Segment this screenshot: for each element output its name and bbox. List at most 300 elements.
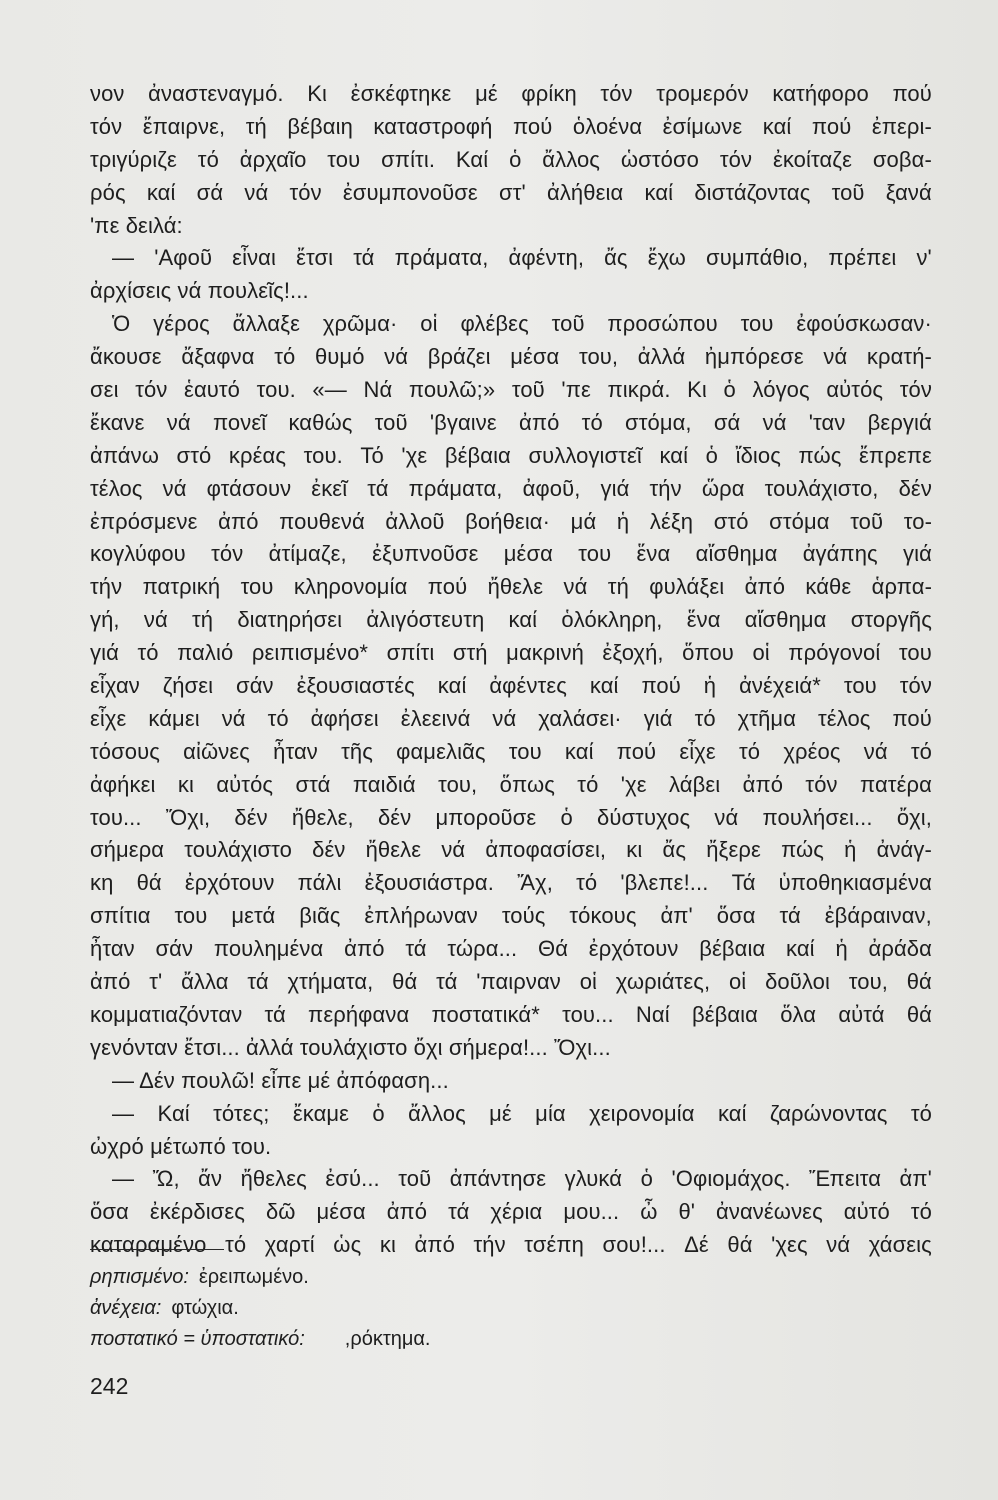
text-line: [90, 637, 932, 670]
word: ἄς: [662, 837, 687, 863]
word: τόν: [899, 673, 932, 699]
word: συμπάθιο,: [706, 245, 809, 271]
word: εἶχε: [90, 705, 127, 731]
word: ἐφούσκωσαν·: [796, 311, 932, 337]
word: χωριάτες,: [615, 969, 711, 995]
word: ὅπου: [682, 640, 734, 666]
word: δέν: [898, 475, 932, 501]
word: ὄχι,: [896, 804, 932, 830]
footnote: [90, 1324, 790, 1355]
word: νά: [162, 475, 187, 501]
word: νά: [166, 409, 191, 435]
word: πουλήσει...: [762, 804, 873, 830]
word: ἐσκέφτηκε: [350, 81, 452, 106]
word: εἶναι: [232, 245, 276, 271]
word: δέν: [234, 804, 268, 830]
word: αὐτό: [843, 1199, 890, 1225]
word: Ἔπειτα: [809, 1166, 882, 1192]
word: τέλος: [817, 705, 871, 731]
word: μέ: [475, 81, 498, 106]
word: καί: [659, 442, 689, 468]
word: ἤξερε: [706, 837, 761, 863]
word: ἐξουσιαστές: [296, 673, 415, 699]
word: του: [578, 541, 612, 567]
word: σπίτι.: [381, 146, 436, 172]
word: ἀπό: [519, 409, 560, 435]
word: Κι: [687, 377, 707, 403]
word: πράματα,: [408, 475, 503, 501]
word: σά: [713, 409, 741, 435]
word: σάν: [236, 673, 274, 699]
word: του...: [90, 804, 142, 830]
word: περήφανα: [308, 1001, 410, 1027]
word: πώς: [798, 442, 842, 468]
word: καί: [786, 936, 815, 962]
text-line: [90, 571, 932, 604]
word: σάν: [155, 936, 194, 962]
footnote: [90, 1262, 790, 1293]
text-line: [90, 210, 932, 243]
word: λάβει: [669, 771, 721, 797]
word: θά: [136, 870, 162, 896]
word: ἐκεῖ: [311, 475, 348, 501]
word: οἱ: [579, 969, 598, 995]
word: δύστυχος: [597, 804, 691, 830]
text-line-content: 'πε δειλά:: [90, 212, 183, 238]
word: γιά: [903, 541, 932, 567]
word: κι: [626, 837, 643, 863]
word: Κι: [307, 81, 328, 106]
word: μποροῦσε: [435, 804, 537, 830]
text-line: [90, 538, 932, 571]
word: στή: [452, 640, 488, 666]
word: ἕνα: [636, 541, 671, 567]
text-line-content: — Δέν πουλῶ! εἶπε μέ ἀπόφαση...: [112, 1067, 449, 1093]
word: ἐσίμωνε: [662, 113, 743, 139]
word: ἀλλοῦ: [385, 508, 445, 534]
word: φαμελιᾶς: [396, 738, 486, 764]
word: νον: [90, 81, 125, 106]
word: βέβαια: [691, 1001, 758, 1027]
word: τό: [274, 344, 296, 370]
word: Ἄχ,: [517, 870, 553, 896]
text-line: [90, 933, 932, 966]
word: καί: [508, 607, 538, 633]
word: βέβαια: [444, 442, 511, 468]
text-line: [90, 242, 932, 275]
word: 'βγαινε: [429, 409, 497, 435]
text-line: [90, 802, 932, 835]
word: στοργῆς: [850, 607, 932, 633]
word: ἀπό: [414, 1232, 455, 1258]
word: νά: [244, 179, 269, 205]
word: ζήσει: [162, 673, 214, 699]
word: τά: [367, 475, 389, 501]
text-line-content: ὠχρό μέτωπό του.: [90, 1133, 272, 1159]
word: ἐβάραιναν,: [824, 903, 932, 929]
word: ἡ: [835, 936, 848, 962]
word: κι: [379, 1232, 396, 1258]
word: ἔχω: [647, 245, 686, 271]
word: ὑποθηκιασμένα: [778, 870, 932, 896]
word: ἀπό: [90, 969, 131, 995]
word: πού: [892, 81, 932, 106]
word: τό: [137, 640, 159, 666]
word: ἔπαιρνε,: [142, 113, 226, 139]
text-line: [90, 736, 932, 769]
word: βέβαια: [699, 936, 766, 962]
word: κι: [177, 771, 194, 797]
word: ἐξυπνοῦσε: [372, 541, 479, 567]
word: ἔτσι: [296, 245, 334, 271]
word: πρέπει: [828, 245, 897, 271]
word: νά: [863, 738, 888, 764]
word: στά: [295, 771, 331, 797]
word: ἄκουσε: [90, 344, 162, 370]
word: τή: [191, 607, 214, 633]
word: Νά: [363, 377, 393, 403]
word: ἀνανέωνες: [716, 1199, 823, 1225]
word: ἐσυμπονοῦσε: [342, 179, 478, 205]
word: αἰῶνες: [183, 738, 250, 764]
word: μέ: [489, 1100, 512, 1126]
word: τότες;: [213, 1100, 270, 1126]
word: προσώπου: [607, 311, 718, 337]
text-line: [90, 407, 932, 440]
word: καταραμένο: [90, 1232, 207, 1258]
word: του: [740, 311, 774, 337]
word: ξανά: [885, 179, 932, 205]
word: ἐρχότουν: [184, 870, 275, 896]
word: 'χε: [620, 771, 647, 797]
word: θά: [906, 1001, 932, 1027]
word: ὁ: [723, 377, 736, 403]
word: ἡ: [703, 673, 717, 699]
word: Ὤ,: [152, 1166, 180, 1192]
word: τόν: [135, 377, 168, 403]
word: ἀφέντες: [489, 673, 567, 699]
word: ἄλλος: [408, 1100, 466, 1126]
word: διστάζοντας: [694, 179, 811, 205]
word: τήν: [649, 475, 682, 501]
word: στόμα: [769, 508, 830, 534]
word: νά: [762, 409, 787, 435]
text-line: [90, 144, 932, 177]
word: βοήθεια·: [465, 508, 551, 534]
word: τόν: [211, 541, 244, 567]
text-line: [90, 374, 932, 407]
word: ἔκανε: [90, 409, 145, 435]
word: δῶ: [265, 1199, 296, 1225]
word: ἀναστεναγμό.: [148, 81, 284, 106]
word: σά: [196, 179, 224, 205]
word: βιᾶς: [299, 903, 341, 929]
word: ἀλλά: [637, 344, 686, 370]
footnote: [90, 1293, 790, 1324]
word: θυμό: [314, 344, 365, 370]
word: Ναί: [635, 1001, 670, 1027]
text-line: [90, 473, 932, 506]
word: νά: [563, 574, 588, 600]
word: χαλάσει·: [538, 705, 622, 731]
word: ρός: [90, 179, 126, 205]
word: δέν: [312, 837, 346, 863]
word: τό: [267, 705, 289, 731]
word: κομματιαζόνταν: [90, 1001, 243, 1027]
word: τή: [607, 574, 629, 600]
word: σει: [90, 377, 119, 403]
word: τοῦ: [511, 377, 545, 403]
text-line: [90, 506, 932, 539]
text-line: [90, 703, 932, 736]
word: τά: [353, 245, 375, 271]
word: ἤθελε,: [291, 804, 354, 830]
word: παλιό: [177, 640, 234, 666]
word: ἀνάγ-: [876, 837, 932, 863]
word: ὦ: [640, 1199, 658, 1225]
word: νά: [143, 607, 168, 633]
word: τή: [245, 113, 267, 139]
word: καί: [717, 1100, 747, 1126]
word: πού: [512, 113, 553, 139]
word: τά: [264, 1001, 286, 1027]
word: τοῦ: [850, 508, 884, 534]
word: φυλάξει: [649, 574, 725, 600]
word: κάμει: [148, 705, 200, 731]
word: τό: [694, 705, 716, 731]
word: χαρτί: [264, 1232, 315, 1258]
word: στό: [713, 508, 749, 534]
word: ἀποφασίσει,: [485, 837, 607, 863]
word: τρομερόν: [656, 81, 749, 106]
text-line: [90, 1196, 932, 1229]
word: αὐτός: [826, 377, 884, 403]
word: χτήματα,: [287, 969, 374, 995]
word: αἴσθημα: [695, 541, 778, 567]
word: τουλάχιστο,: [764, 475, 879, 501]
word: του...: [562, 1001, 614, 1027]
word: τά: [405, 936, 427, 962]
word: φλέβες: [460, 311, 529, 337]
word: γλυκά: [564, 1166, 623, 1192]
word: ὁ: [705, 442, 719, 468]
word: ἔκαμε: [292, 1100, 350, 1126]
word: ὁ: [372, 1100, 385, 1126]
word: ἀλήθεια: [547, 179, 624, 205]
word: ὁλόκληρη,: [561, 607, 663, 633]
word: τόν: [600, 81, 633, 106]
word: σοβα-: [872, 146, 932, 172]
word: βεργιά: [867, 409, 932, 435]
word: ἀπάντησε: [449, 1166, 547, 1192]
word: τριγύριζε: [90, 146, 177, 172]
word: ἠμπόρεσε: [704, 344, 804, 370]
word: στό: [176, 442, 212, 468]
text-line: [90, 1032, 932, 1065]
word: ὡς: [333, 1232, 362, 1258]
word: Καί: [157, 1100, 190, 1126]
word: του: [898, 640, 932, 666]
word: τόν: [899, 377, 932, 403]
word: ἐξουσιάστρα.: [364, 870, 494, 896]
text-line: [90, 999, 932, 1032]
word: πράματα,: [394, 245, 489, 271]
word: του: [327, 146, 361, 172]
word: μά: [570, 508, 597, 534]
word: θά: [392, 969, 418, 995]
word: χέρια: [490, 1199, 543, 1225]
word: τά: [436, 969, 458, 995]
footnote-definition: ,ρόκτημα.: [344, 1328, 431, 1350]
word: τό: [910, 1199, 932, 1225]
word: τήν: [473, 1232, 506, 1258]
word: λέξη: [649, 508, 694, 534]
text-line: [90, 834, 932, 867]
footnote-term: ἀνέχεια:: [90, 1297, 162, 1319]
word: κληρονομία: [293, 574, 408, 600]
word: καταστροφή: [373, 113, 493, 139]
word: χάσεις: [868, 1232, 932, 1258]
word: γιά: [600, 475, 630, 501]
word: καί: [564, 738, 594, 764]
word: πού: [427, 574, 468, 600]
word: γιά: [90, 640, 119, 666]
word: εἶχε: [679, 738, 716, 764]
word: ὅσα: [716, 903, 756, 929]
text-line: [90, 670, 932, 703]
text-line: [90, 1163, 932, 1196]
text-line: [90, 440, 932, 473]
word: μου...: [563, 1199, 620, 1225]
word: αὐτός: [216, 771, 274, 797]
word: πονεῖ: [212, 409, 267, 435]
word: οἱ: [420, 311, 438, 337]
footnote-term: ρηπισμένο:: [90, 1266, 189, 1288]
word: πού: [616, 738, 657, 764]
word: ρειπισμένο*: [251, 640, 369, 666]
word: ὥρα: [701, 475, 745, 501]
word: νά: [221, 705, 246, 731]
word: τό: [910, 1100, 932, 1126]
word: σπίτι: [386, 640, 435, 666]
word: τό: [576, 870, 598, 896]
body-text: [90, 78, 932, 1262]
word: αὐτά: [838, 1001, 885, 1027]
footnote-rule: [90, 1249, 224, 1250]
word: τά: [779, 903, 801, 929]
word: τά: [448, 1199, 470, 1225]
word: πάλι: [297, 870, 342, 896]
footnote-definition: ἐρειπωμένο.: [198, 1266, 309, 1288]
word: 'ταν: [808, 409, 846, 435]
text-line: [90, 966, 932, 999]
word: τώρα...: [447, 936, 518, 962]
word: ἀτίμαζε,: [268, 541, 347, 567]
word: τέλος: [90, 475, 143, 501]
word: πατέρα: [860, 771, 932, 797]
word: ἀγάπης: [802, 541, 878, 567]
word: 'Αφοῦ: [154, 245, 213, 271]
word: τ': [149, 969, 163, 995]
word: τσέπη: [524, 1232, 584, 1258]
word: 'χες: [771, 1232, 808, 1258]
word: κη: [90, 870, 114, 896]
word: ἔπρεπε: [859, 442, 932, 468]
word: καί: [762, 113, 792, 139]
word: 'χε: [401, 442, 428, 468]
word: ἡ: [616, 508, 630, 534]
word: ἀπό: [386, 1199, 428, 1225]
word: παιδιά: [352, 771, 416, 797]
word: ὁ: [560, 804, 573, 830]
word: ἀρχαῖο: [239, 146, 307, 172]
word: τό: [225, 1232, 247, 1258]
word: ἤθελε: [365, 837, 422, 863]
footnote-definition: φτώχια.: [171, 1297, 239, 1319]
word: τό: [739, 738, 761, 764]
word: ἄλλαξε: [232, 311, 301, 337]
word: δέν: [377, 804, 412, 830]
word: πουλημένα: [213, 936, 324, 962]
word: νά: [384, 344, 409, 370]
word: του: [240, 574, 274, 600]
word: ἤθελε: [487, 574, 544, 600]
word: ἀπ': [660, 903, 693, 929]
word: κρατή-: [866, 344, 932, 370]
word: ἀπό: [744, 574, 786, 600]
word: ὁ: [640, 1166, 653, 1192]
word: ἐπερι-: [871, 113, 932, 139]
word: τό: [581, 409, 603, 435]
word: του,: [578, 344, 619, 370]
word: μακρινή: [506, 640, 584, 666]
word: ἄς: [604, 245, 628, 271]
word: Τά: [731, 870, 756, 896]
word: θ': [678, 1199, 696, 1225]
word: γή,: [90, 607, 120, 633]
word: —: [112, 1166, 135, 1192]
word: μετά: [231, 903, 276, 929]
word: τό: [910, 738, 932, 764]
word: ὁ: [509, 146, 522, 172]
word: φρίκη: [521, 81, 577, 106]
word: τό: [577, 771, 599, 797]
word: σπίτια: [90, 903, 151, 929]
word: του: [843, 673, 877, 699]
word: γιά: [643, 705, 673, 731]
word: τόσους: [90, 738, 160, 764]
word: λόγος: [752, 377, 810, 403]
word: ἄλλα: [181, 969, 229, 995]
word: κάθε: [805, 574, 852, 600]
word: χρῶμα·: [322, 311, 398, 337]
word: σου!...: [602, 1232, 666, 1258]
footnotes: [90, 1262, 790, 1355]
word: τῆς: [341, 738, 373, 764]
word: οἱ: [752, 640, 770, 666]
word: ἀφήσει: [310, 705, 379, 731]
word: θά: [727, 1232, 753, 1258]
word: τοῦ: [398, 1166, 432, 1192]
text-line: [90, 111, 932, 144]
word: ἴδιος: [735, 442, 781, 468]
word: στ': [499, 179, 526, 205]
word: νά: [826, 1232, 851, 1258]
word: ἀπό: [344, 936, 385, 962]
text-line-content: ἀρχίσεις νά πουλεῖς!...: [90, 278, 309, 304]
word: Δέ: [684, 1232, 709, 1258]
word: τά: [247, 969, 269, 995]
